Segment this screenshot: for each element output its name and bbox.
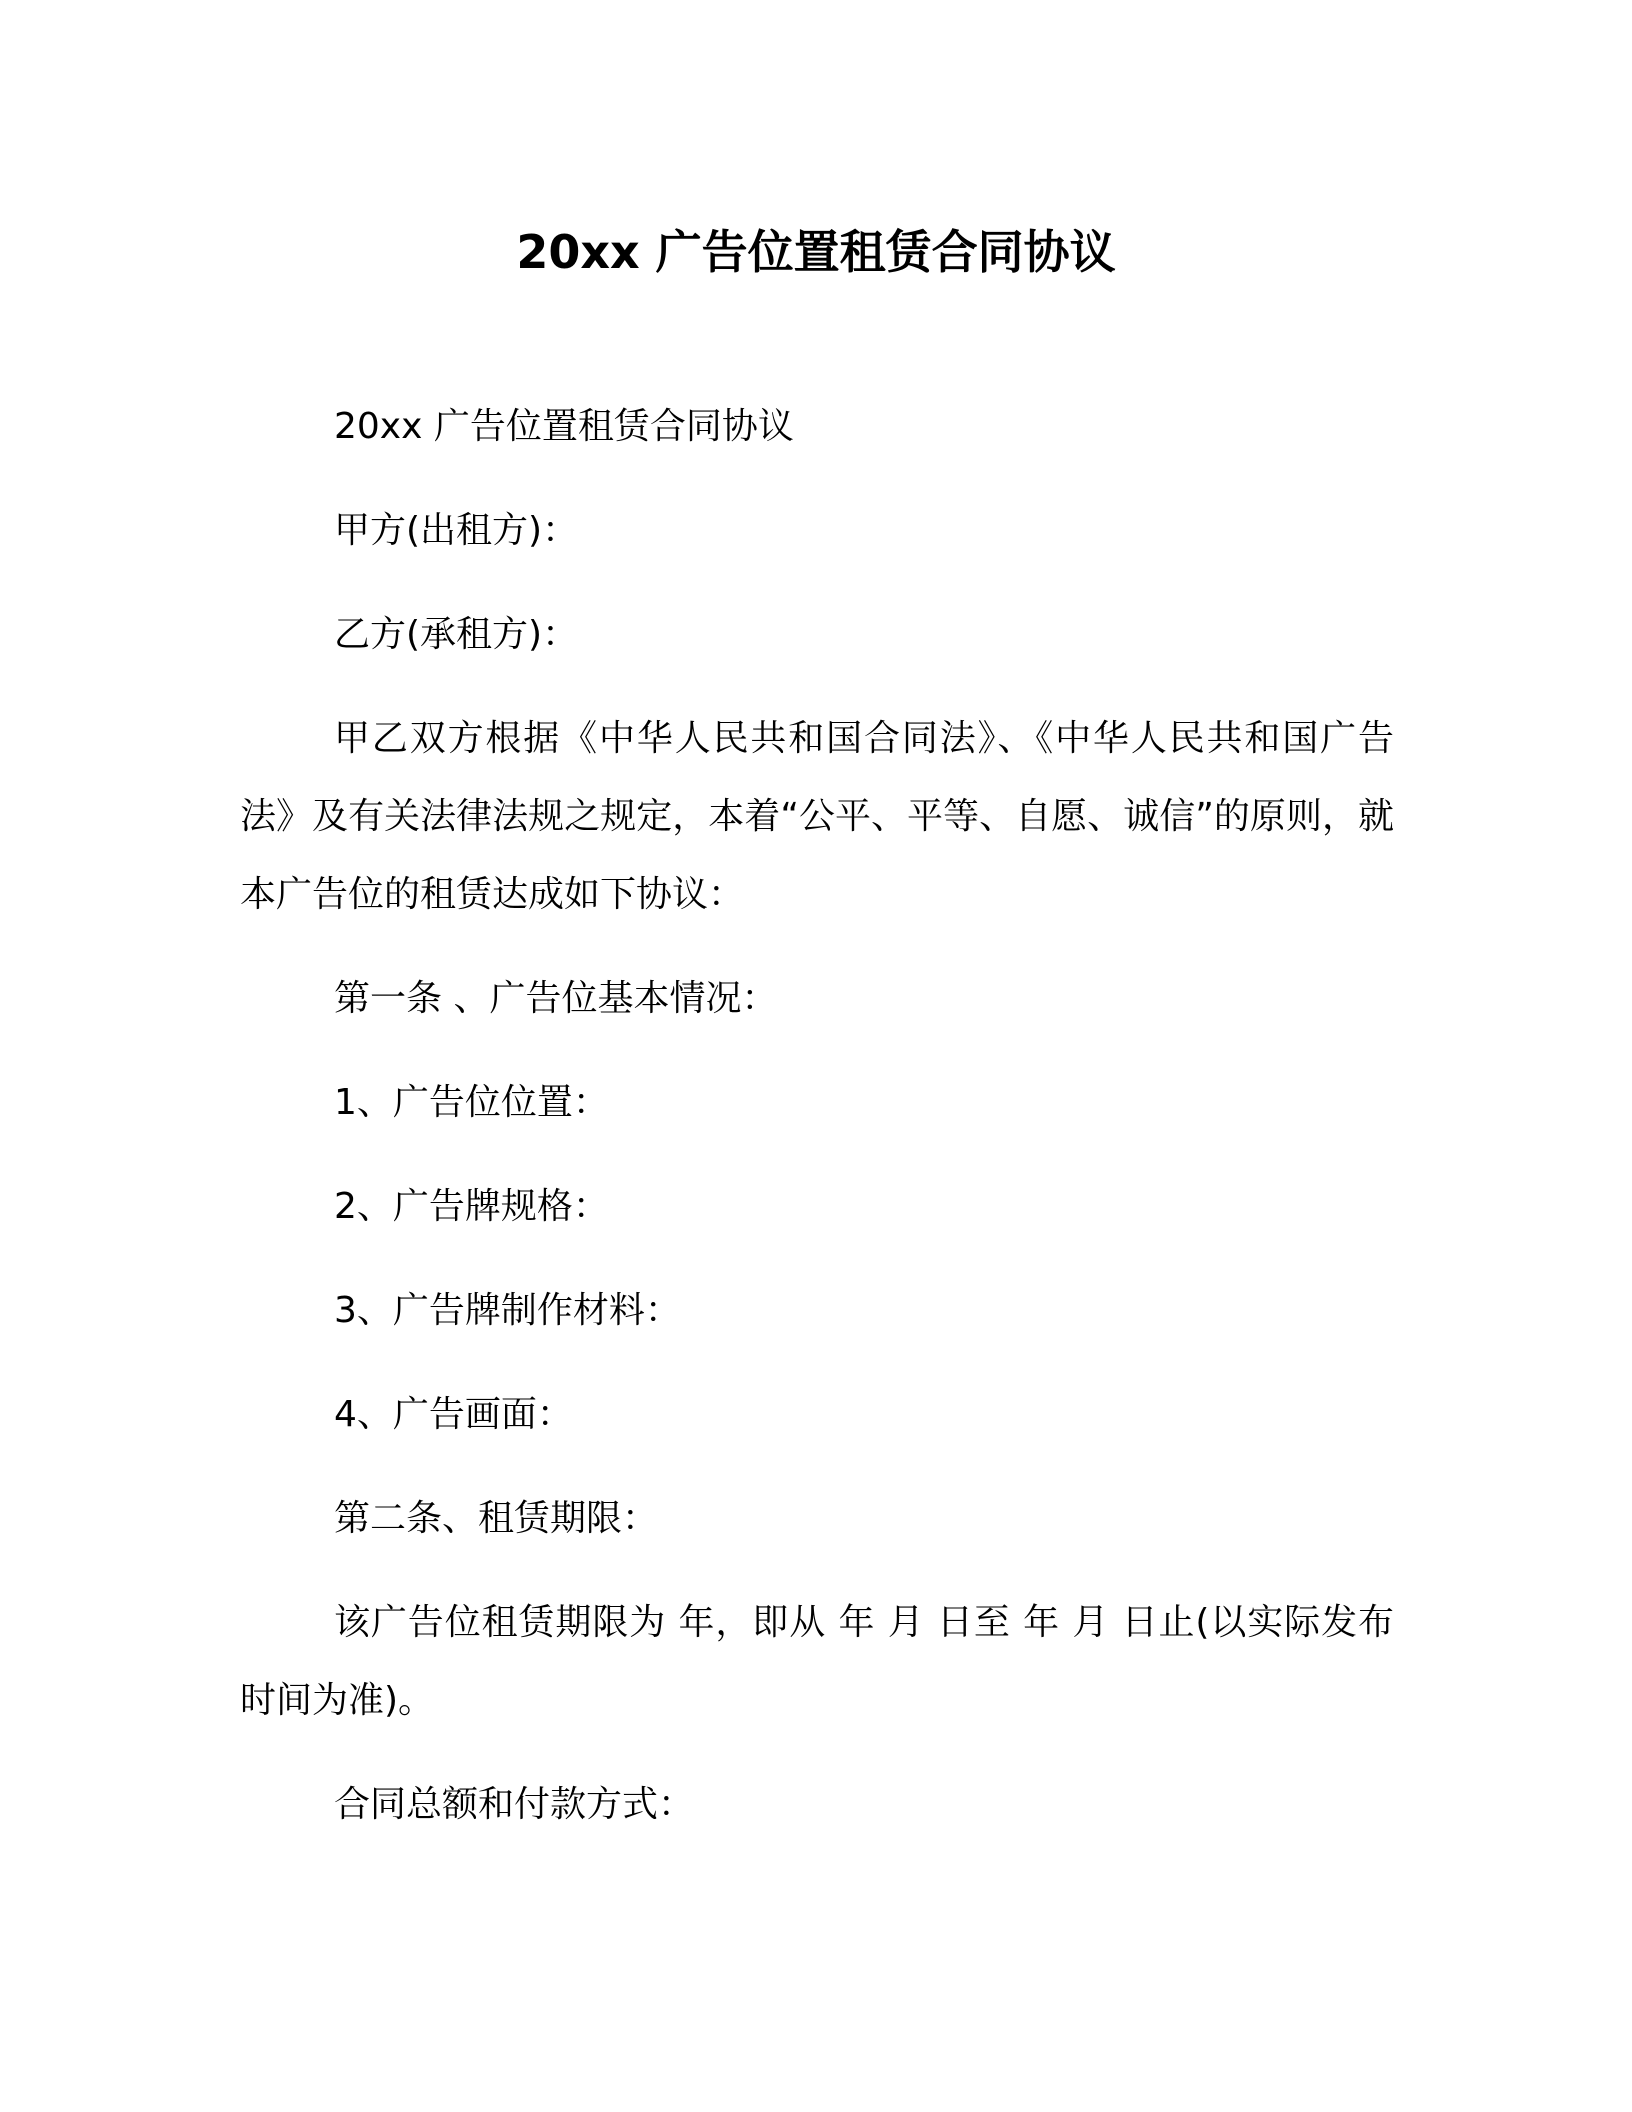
- paragraph-article-1: 第一条 、广告位基本情况：: [334, 978, 778, 1019]
- document-body: [240, 388, 1394, 1870]
- paragraph-item-1: 1、广告位位置：: [334, 1082, 609, 1123]
- paragraph-item-4: 4、广告画面：: [334, 1394, 573, 1435]
- paragraph-preamble: 甲乙双方根据《中华人民共和国合同法》、《中华人民共和国广告法》及有关法律法规之规定，本着“公平、平等、自愿、诚信”的原则，就本广告位的租赁达成如下协议：: [240, 718, 1394, 915]
- paragraph-article-2: 第二条、租赁期限：: [334, 1498, 659, 1539]
- document-title: 20xx 广告位置租赁合同协议: [516, 225, 1116, 279]
- paragraph-party-a: 甲方(出租方)：: [334, 510, 579, 551]
- paragraph-party-b: 乙方(承租方)：: [334, 614, 579, 655]
- paragraph-payment: 合同总额和付款方式：: [334, 1784, 695, 1825]
- paragraph-item-3: 3、广告牌制作材料：: [334, 1290, 681, 1331]
- paragraph-item-2: 2、广告牌规格：: [334, 1186, 609, 1227]
- paragraph-subtitle: 20xx 广告位置租赁合同协议: [334, 406, 794, 447]
- paragraph-lease-term: 该广告位租赁期限为 年，即从 年 月 日至 年 月 日止(以实际发布时间为准)。: [240, 1602, 1394, 1721]
